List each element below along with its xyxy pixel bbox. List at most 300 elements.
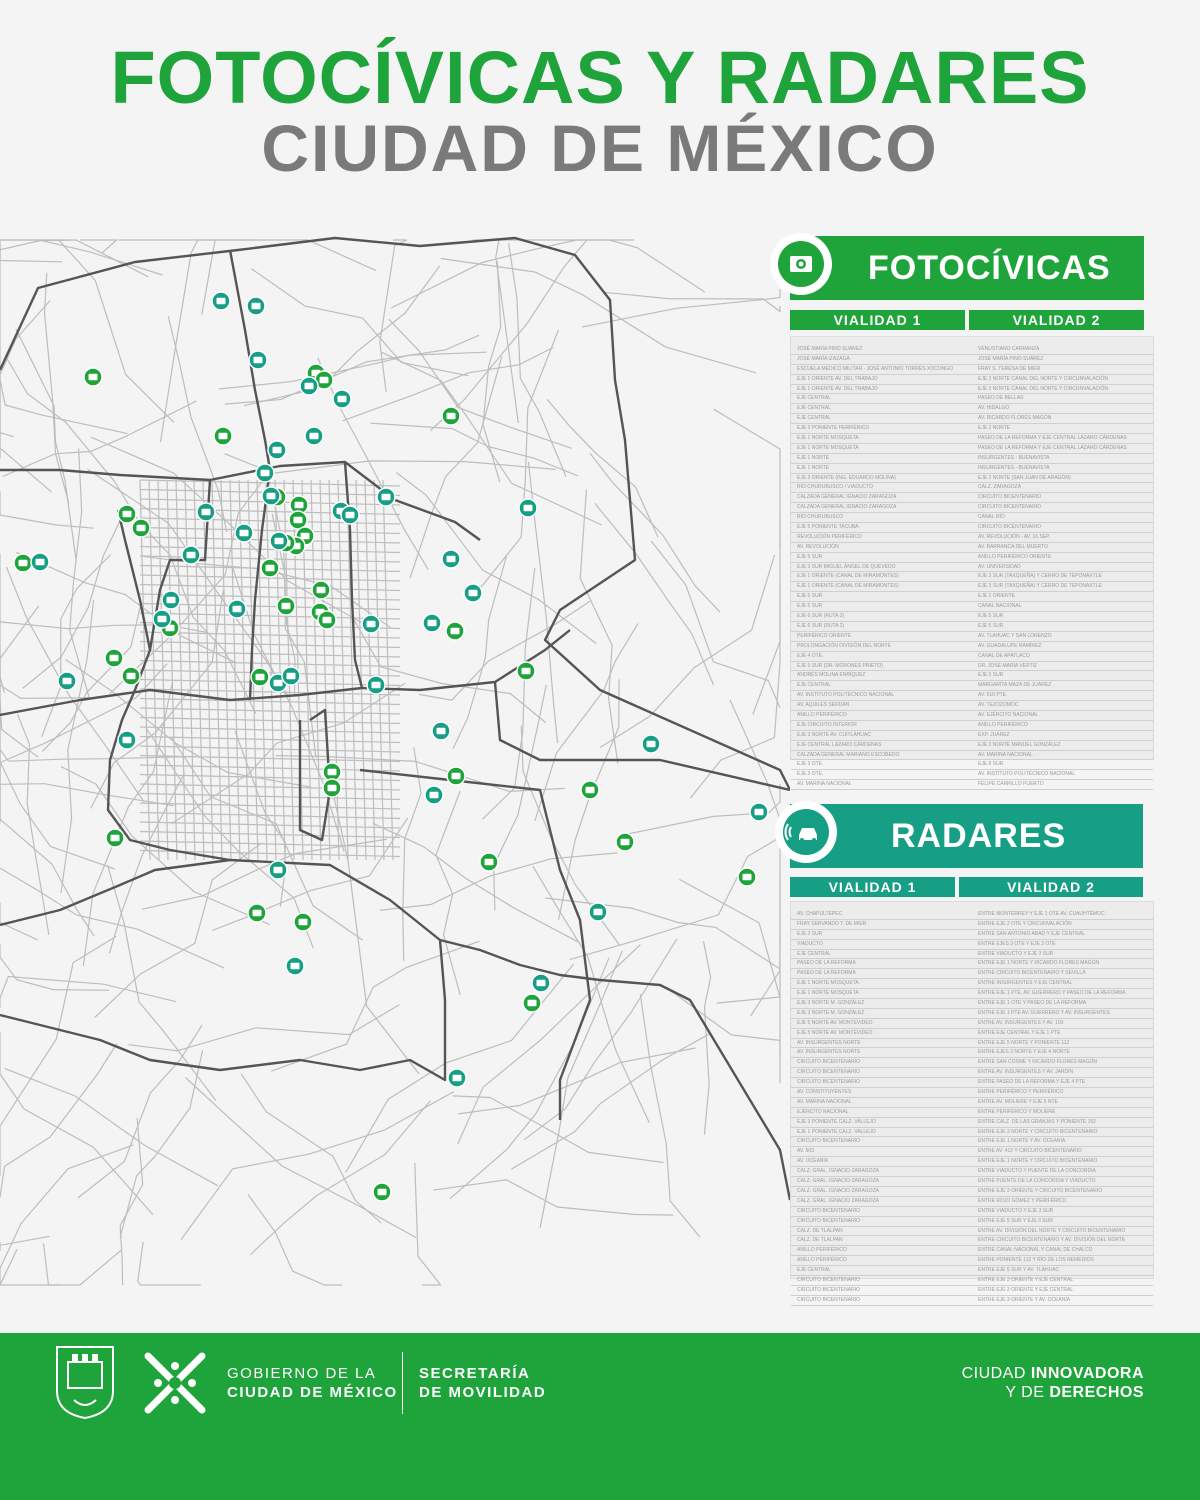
fotocivicas-cell-vialidad2: AV. TLAHUAC Y SAN LORENZO (978, 632, 1052, 639)
radares-row (791, 1187, 1153, 1197)
street (473, 240, 519, 423)
fotocivicas-row (791, 701, 1153, 711)
radar-marker[interactable] (532, 974, 550, 992)
fotocivica-marker[interactable] (523, 994, 541, 1012)
radares-row (791, 1098, 1153, 1108)
fotocivica-marker[interactable] (248, 904, 266, 922)
fotocivicas-cell-vialidad1: RÍO CHURUBUSCO / VIADUCTO (797, 484, 874, 491)
street (415, 1163, 441, 1285)
fotocivicas-cell-vialidad1: EJE 5 PONIENTE TACUBA (797, 524, 859, 531)
main-title: FOTOCÍVICAS Y RADARES (110, 36, 1090, 119)
fotocivicas-row (791, 582, 1153, 592)
fotocivicas-row (791, 721, 1153, 731)
street (365, 480, 375, 860)
fotocivica-marker[interactable] (581, 781, 599, 799)
fotocivica-marker[interactable] (447, 767, 465, 785)
fotocivicas-row (791, 533, 1153, 543)
street (0, 649, 88, 699)
street (0, 240, 52, 492)
secretaria-text (419, 1364, 546, 1402)
fotocivica-marker[interactable] (105, 649, 123, 667)
fotocivicas-row (791, 602, 1153, 612)
fotocivicas-row (791, 355, 1153, 365)
fotocivicas-cell-vialidad2: EJE 2 NORTE CANAL DEL NORTE Y CIRCUNVALACIÓN (978, 385, 1109, 392)
street (533, 866, 650, 1123)
radares-row (791, 1068, 1153, 1078)
fotocivicas-col-headers (790, 310, 1144, 330)
radares-cell-vialidad1: AV. INSURGENTES NORTE (797, 1039, 861, 1046)
radares-row (791, 1177, 1153, 1187)
fotocivicas-cell-vialidad2: AV. INSTITUTO POLITÉCNICO NACIONAL (978, 771, 1076, 778)
fotocivicas-cell-vialidad1: AV. INSTITUTO POLITÉCNICO NACIONAL (797, 692, 895, 699)
radares-row (791, 1128, 1153, 1138)
street (0, 936, 116, 1175)
fotocivicas-row (791, 345, 1153, 355)
map-streets (0, 240, 780, 1285)
slogan-part-c: Y DE (1005, 1384, 1050, 1401)
radar-marker[interactable] (300, 377, 318, 395)
fotocivicas-row (791, 483, 1153, 493)
street (140, 784, 400, 790)
radares-row (791, 1246, 1153, 1256)
radares-cell-vialidad1: CALZ. GRAL. IGNACIO ZARAGOZA (797, 1197, 879, 1204)
fotocivica-marker[interactable] (14, 554, 32, 572)
radares-cell-vialidad1: CALZ. GRAL. IGNACIO ZARAGOZA (797, 1187, 879, 1194)
radares-cell-vialidad2: ENTRE SAN COSME Y RICARDO FLORES MAGÓN (978, 1059, 1098, 1066)
radar-marker[interactable] (367, 676, 385, 694)
street (83, 682, 172, 966)
radar-marker[interactable] (118, 731, 136, 749)
street (140, 813, 400, 819)
street (185, 1078, 416, 1238)
radares-row (791, 1286, 1153, 1296)
fotocivicas-cell-vialidad1: PROLONGACIÓN DIVISIÓN DEL NORTE (797, 642, 891, 649)
radares-cell-vialidad2: ENTRE EJE 3 ORIENTE Y EJE CENTRAL (978, 1276, 1074, 1283)
street (0, 554, 38, 757)
radar-marker[interactable] (268, 441, 286, 459)
fotocivica-marker[interactable] (294, 913, 312, 931)
fotocivicas-cell-vialidad2: FRAY S. TERESA DE MIER (978, 365, 1041, 372)
radares-cell-vialidad1: VIADUCTO (797, 940, 823, 947)
radares-cell-vialidad1: ANILLO PERIFÉRICO (797, 1257, 847, 1264)
street (17, 552, 236, 662)
radar-marker[interactable] (262, 487, 280, 505)
radares-cell-vialidad2: ENTRE MONTERREY Y EJE 1 OTE AV. CUAUHTÉMOC (978, 911, 1105, 917)
fotocivicas-row (791, 394, 1153, 404)
fotocivicas-cell-vialidad2: INSURGENTES - BUENAVISTA (978, 454, 1050, 461)
radares-row (791, 1256, 1153, 1266)
radares-row (791, 1058, 1153, 1068)
radares-col2-header: VIALIDAD 2 (959, 877, 1143, 897)
fotocivicas-cell-vialidad1: ANDRÉS MOLINA ENRÍQUEZ (797, 672, 866, 679)
radar-marker[interactable] (256, 464, 274, 482)
street (704, 941, 711, 1135)
radar-marker[interactable] (377, 488, 395, 506)
fotocivicas-cell-vialidad1: EJE 5 SUR (797, 603, 823, 610)
fotocivicas-cell-vialidad1: CALZADA GENERAL MARIANO ESCOBEDO (797, 751, 900, 758)
radar-marker[interactable] (750, 803, 768, 821)
radares-row (791, 1118, 1153, 1128)
fotocivicas-row (791, 711, 1153, 721)
fotocivicas-row (791, 751, 1153, 761)
radares-row (791, 930, 1153, 940)
fotocivicas-cell-vialidad2: CIRCUITO BICENTENARIO (978, 494, 1041, 501)
south-east-link (360, 770, 590, 1120)
fotocivica-marker[interactable] (214, 427, 232, 445)
fotocivica-marker[interactable] (106, 829, 124, 847)
radares-row (791, 979, 1153, 989)
fotocivicas-cell-vialidad2: EJE 3 NORTE MANUEL GONZÁLEZ (978, 741, 1061, 748)
fotocivicas-cell-vialidad2: INSURGENTES - BUENAVISTA (978, 464, 1050, 471)
fotocivicas-cell-vialidad1: EJE 1 NORTE (797, 464, 830, 471)
radares-cell-vialidad1: CALZ. DE TLALPAN (797, 1237, 843, 1244)
radar-marker[interactable] (162, 591, 180, 609)
radares-cell-vialidad2: ENTRE CALZ. DE LAS GRANJAS Y PONIENTE 152 (978, 1118, 1096, 1125)
fotocivicas-cell-vialidad2: AV. RICARDO FLORES MAGÓN (978, 415, 1052, 422)
radares-cell-vialidad1: CIRCUITO BICENTENARIO (797, 1079, 860, 1086)
street (176, 480, 186, 860)
slogan-part-d: DERECHOS (1049, 1384, 1144, 1401)
street (140, 737, 400, 743)
street (595, 503, 714, 685)
radares-row (791, 989, 1153, 999)
street (109, 773, 184, 954)
fotocivicas-cell-vialidad1: EJE CENTRAL (797, 682, 831, 689)
fotocivicas-cell-vialidad1: EJE 1 ORIENTE AV. DEL TRABAJO (797, 375, 878, 382)
radares-panel (775, 804, 1155, 1303)
fotocivicas-cell-vialidad1: EJE 3 PONIENTE PERIFÉRICO (797, 425, 870, 432)
radar-marker[interactable] (58, 672, 76, 690)
street (140, 528, 400, 534)
radares-title: RADARES (891, 817, 1067, 855)
radares-cell-vialidad1: EJE 5 NORTE AV. MONTEVIDEO (797, 1029, 873, 1036)
radares-cell-vialidad1: EJÉRCITO NACIONAL (797, 1108, 849, 1115)
street (120, 1050, 203, 1237)
fotocivicas-cell-vialidad1: EJE 6 SUR (RUTA 2) (797, 622, 845, 629)
radares-cell-vialidad2: ENTRE ROJO GÓMEZ Y PERIFÉRICO (978, 1197, 1067, 1204)
street (0, 240, 163, 275)
street (580, 489, 618, 763)
southern-border (0, 860, 445, 1080)
street (129, 1005, 400, 1051)
fotocivicas-row (791, 414, 1153, 424)
street (0, 1250, 122, 1285)
fotocivicas-cell-vialidad1: JOSÉ MARÍA PINO SUÁREZ (797, 346, 863, 352)
fotocivicas-cell-vialidad2: CANAL NACIONAL (978, 603, 1022, 610)
fotocivica-marker[interactable] (616, 833, 634, 851)
street (171, 683, 405, 823)
radares-cell-vialidad2: ENTRE CANAL NACIONAL Y CANAL DE CHALCO (978, 1247, 1093, 1254)
fotocivicas-row (791, 474, 1153, 484)
radares-cell-vialidad2: ENTRE EJES 3 NORTE Y EJE 4 NORTE (978, 1049, 1070, 1056)
radares-cell-vialidad2: ENTRE EJE 5 NORTE Y PONIENTE 112 (978, 1039, 1070, 1046)
fotocivicas-cell-vialidad2: DR. JOSÉ MARÍA VERTIZ (978, 662, 1038, 669)
fotocivica-marker[interactable] (261, 559, 279, 577)
fotocivicas-panel (770, 236, 1155, 788)
street (403, 747, 421, 961)
radar-marker[interactable] (333, 390, 351, 408)
fotocivicas-cell-vialidad1: EJE CENTRAL (797, 405, 831, 412)
street (119, 240, 376, 271)
radares-cell-vialidad1: CIRCUITO BICENTENARIO (797, 1286, 860, 1293)
radar-marker[interactable] (212, 292, 230, 310)
radares-row (791, 910, 1153, 920)
street (251, 269, 468, 376)
fotocivicas-row (791, 523, 1153, 533)
fotocivica-marker[interactable] (480, 853, 498, 871)
radares-cell-vialidad2: ENTRE PONIENTE 112 Y RÍO DE LOS REMEDIOS (978, 1257, 1094, 1264)
radares-row (791, 1296, 1153, 1306)
radar-marker[interactable] (442, 550, 460, 568)
radar-marker[interactable] (362, 615, 380, 633)
fotocivica-marker[interactable] (442, 407, 460, 425)
street (0, 1249, 17, 1285)
radares-cell-vialidad1: CIRCUITO BICENTENARIO (797, 1138, 860, 1145)
radares-cell-vialidad1: CIRCUITO BICENTENARIO (797, 1069, 860, 1076)
radares-cell-vialidad1: EJE 1 PONIENTE CALZ. VALLEJO (797, 1128, 876, 1135)
radares-row (791, 950, 1153, 960)
street (590, 453, 720, 612)
radar-marker[interactable] (282, 667, 300, 685)
footer-bar (0, 1333, 1200, 1500)
city-map[interactable] (0, 230, 790, 1290)
fotocivicas-row (791, 454, 1153, 464)
street (18, 714, 49, 935)
radares-row (791, 959, 1153, 969)
radares-cell-vialidad1: EJE 5 NORTE AV. MONTEVIDEO (797, 1019, 873, 1026)
fotocivicas-row (791, 731, 1153, 741)
camera-icon (770, 233, 832, 295)
fotocivicas-row (791, 642, 1153, 652)
radar-marker[interactable] (432, 722, 450, 740)
fotocivicas-cell-vialidad2: AV. 510 PTE. (978, 692, 1008, 699)
slogan-part-a: CIUDAD (961, 1365, 1031, 1382)
fotocivicas-cell-vialidad2: AV. GUADALUPE RAMÍREZ (978, 642, 1042, 649)
secretaria-line1: SECRETARÍA (419, 1365, 531, 1382)
street (140, 794, 400, 800)
gobierno-text (227, 1364, 398, 1402)
street (212, 480, 222, 860)
radares-header (790, 804, 1143, 868)
radar-marker[interactable] (153, 610, 171, 628)
footer-divider (402, 1352, 403, 1414)
street (410, 357, 502, 579)
radares-row (791, 999, 1153, 1009)
secretaria-line2: DE MOVILIDAD (419, 1384, 547, 1401)
street (338, 480, 348, 860)
fotocivicas-cell-vialidad2: ANILLO PERIFÉRICO ORIENTE (978, 553, 1052, 560)
radar-marker[interactable] (235, 524, 253, 542)
radares-row (791, 1197, 1153, 1207)
fotocivica-marker[interactable] (118, 505, 136, 523)
fotocivicas-cell-vialidad2: EJE 3 SUR (TAXQUEÑA) Y CERRO DE TEPONAXTLE (978, 583, 1102, 590)
street (0, 1032, 153, 1215)
fotocivicas-cell-vialidad1: EJE CENTRAL (797, 415, 831, 422)
radar-marker[interactable] (182, 546, 200, 564)
radares-row (791, 1009, 1153, 1019)
radar-marker[interactable] (448, 1069, 466, 1087)
radares-cell-vialidad2: ENTRE EJE 2 OTE Y CIRCUNVALACIÓN (978, 920, 1072, 927)
radares-cell-vialidad1: AV. MARINA NACIONAL (797, 1098, 852, 1105)
street (140, 509, 400, 515)
radar-marker[interactable] (270, 532, 288, 550)
street (0, 1145, 133, 1285)
fotocivicas-cell-vialidad1: RÍO CHURUBUSCO (797, 514, 844, 521)
fotocivica-marker[interactable] (251, 668, 269, 686)
radar-marker[interactable] (519, 499, 537, 517)
radar-marker[interactable] (642, 735, 660, 753)
radares-cell-vialidad2: ENTRE EJE 5 SUR Y EJE 3 SUR (978, 1217, 1053, 1224)
radar-marker[interactable] (228, 600, 246, 618)
fotocivica-marker[interactable] (122, 667, 140, 685)
radar-marker[interactable] (286, 957, 304, 975)
radares-row (791, 920, 1153, 930)
radares-cell-vialidad1: EJE 3 NORTE M. GONZÁLEZ (797, 1000, 865, 1007)
fotocivicas-cell-vialidad1: ESCUELA MÉDICO MILITAR - JOSÉ ANTONIO TORRES XOCONGO (797, 365, 954, 372)
radar-marker[interactable] (464, 584, 482, 602)
radares-cell-vialidad2: ENTRE CIRCUITO BICENTENARIO Y AV. DIVISIÓN DEL NORTE (978, 1237, 1126, 1244)
fotocivicas-cell-vialidad2: AV. HIDALGO (978, 405, 1010, 412)
radares-cell-vialidad1: AV. CHAPULTEPEC (797, 911, 843, 917)
gobierno-line2: CIUDAD DE MÉXICO (227, 1384, 398, 1401)
radares-row (791, 1137, 1153, 1147)
fotocivicas-cell-vialidad2: AV. TEZOZOMOC (978, 702, 1019, 709)
fotocivicas-cell-vialidad1: AV. REVOLUCIÓN (797, 543, 839, 550)
radares-row (791, 1227, 1153, 1237)
fotocivica-marker[interactable] (84, 368, 102, 386)
fotocivicas-row (791, 493, 1153, 503)
fotocivica-marker[interactable] (277, 597, 295, 615)
fotocivicas-cell-vialidad1: EJE CENTRAL (797, 395, 831, 402)
fotocivicas-cell-vialidad1: EJE 1 ORIENTE (CANAL DE MIRAMONTES) (797, 573, 899, 580)
fotocivicas-cell-vialidad1: EJE 1 NORTE MOSQUETA (797, 435, 859, 442)
radares-cell-vialidad1: AV. CONSTITUYENTES (797, 1089, 852, 1096)
radares-table (790, 901, 1154, 1303)
fotocivicas-row (791, 563, 1153, 573)
fotocivicas-row (791, 503, 1153, 513)
radares-cell-vialidad1: CIRCUITO BICENTENARIO (797, 1296, 860, 1303)
south-border-east (440, 940, 790, 1200)
radares-row (791, 1019, 1153, 1029)
fotocivica-marker[interactable] (323, 779, 341, 797)
fotocivicas-cell-vialidad2: AV. REVOLUCIÓN - AV. 16 SEP. (978, 533, 1051, 540)
fotocivicas-row (791, 404, 1153, 414)
radares-cell-vialidad2: ENTRE PERIFÉRICO Y MOLIERE (978, 1108, 1056, 1115)
fotocivicas-cell-vialidad1: AV. AQUILES SERDÁN (797, 702, 850, 709)
street (138, 1242, 201, 1285)
street (146, 728, 314, 949)
radares-cell-vialidad1: PASEO DE LA REFORMA (797, 970, 856, 977)
radares-cell-vialidad2: ENTRE AV. DIVISIÓN DEL NORTE Y CIRCUITO BICENTENARIO (978, 1227, 1126, 1234)
radar-marker[interactable] (197, 503, 215, 521)
fotocivicas-row (791, 662, 1153, 672)
main-subtitle: CIUDAD DE MÉXICO (261, 111, 939, 185)
fotocivicas-cell-vialidad1: PERIFÉRICO ORIENTE (797, 632, 852, 639)
radar-marker[interactable] (305, 427, 323, 445)
fotocivica-marker[interactable] (132, 519, 150, 537)
radares-cell-vialidad1: EJE 3 NORTE M. GONZÁLEZ (797, 1009, 865, 1016)
radares-cell-vialidad1: CIRCUITO BICENTENARIO (797, 1276, 860, 1283)
street (251, 1101, 431, 1255)
fotocivica-marker[interactable] (318, 611, 336, 629)
fotocivicas-row (791, 741, 1153, 751)
radar-marker[interactable] (425, 786, 443, 804)
radares-cell-vialidad2: ENTRE AV. INSURGENTES Y AV. 100 (978, 1019, 1064, 1026)
fotocivicas-cell-vialidad2: CANAL RÍO (978, 514, 1005, 521)
fotocivica-marker[interactable] (373, 1183, 391, 1201)
fotocivicas-row (791, 572, 1153, 582)
radar-marker[interactable] (247, 297, 265, 315)
radares-row (791, 1048, 1153, 1058)
fotocivicas-cell-vialidad1: EJE 3 NORTE AV. CUITLÁHUAC (797, 731, 871, 738)
radares-cell-vialidad1: CALZ. DE TLALPAN (797, 1227, 843, 1234)
street (380, 240, 407, 392)
street (717, 937, 780, 1003)
radares-col-headers (790, 877, 1143, 897)
radares-cell-vialidad2: ENTRE AV. MOLIERE Y EJE 5 NTE (978, 1098, 1058, 1105)
radar-marker[interactable] (269, 861, 287, 879)
fotocivica-marker[interactable] (517, 662, 535, 680)
fotocivicas-cell-vialidad1: AV. MARINA NACIONAL (797, 781, 852, 788)
radar-car-icon (775, 801, 837, 863)
radares-cell-vialidad2: ENTRE EJE 1 NORTE Y CIRCUITO BICENTENARIO (978, 1158, 1098, 1165)
street (140, 708, 400, 714)
radar-marker[interactable] (249, 351, 267, 369)
street (381, 352, 602, 525)
street (0, 410, 14, 437)
radares-cell-vialidad2: ENTRE EJE 1 NORTE Y RICARDO FLORES MAGÓN (978, 960, 1100, 967)
radares-cell-vialidad2: ENTRE EJE CENTRAL Y EJE 1 PTE (978, 1029, 1061, 1036)
radares-cell-vialidad2: ENTRE AV. INSURGENTES Y AV. JARDÍN (978, 1069, 1074, 1076)
fotocivicas-cell-vialidad1: EJE 6 SUR (RUTA 2) (797, 613, 845, 620)
street (540, 951, 622, 1228)
street (441, 259, 756, 373)
fotocivicas-cell-vialidad2: ANILLO PERIFÉRICO (978, 721, 1028, 728)
street (651, 541, 780, 708)
street (0, 707, 115, 869)
fotocivicas-cell-vialidad2: EJE 5 SUR (978, 622, 1004, 629)
gobierno-line1: GOBIERNO DE LA (227, 1365, 377, 1382)
radares-cell-vialidad1: EJE CENTRAL (797, 1267, 831, 1274)
fotocivicas-cell-vialidad1: EJE 5 SUR (DR. MORONES PRIETO) (797, 662, 883, 669)
street (140, 718, 400, 724)
radares-cell-vialidad2: ENTRE EJE 5 SUR Y AV. TLÁHUAC (978, 1267, 1060, 1274)
street (640, 994, 700, 1237)
fotocivicas-cell-vialidad1: EJE 3 OTE. (797, 771, 824, 778)
radares-cell-vialidad1: EJE 3 SUR (797, 930, 823, 937)
fotocivicas-cell-vialidad1: EJE CENTRAL LÁZARO CÁRDENAS (797, 741, 882, 748)
fotocivicas-cell-vialidad2: PASEO DE LA REFORMA Y EJE CENTRAL LÁZARO CÁRDENAS (978, 435, 1127, 442)
radares-cell-vialidad1: CALZ. GRAL. IGNACIO ZARAGOZA (797, 1168, 879, 1175)
fotocivica-marker[interactable] (446, 622, 464, 640)
fotocivicas-cell-vialidad1: CALZADA GENERAL IGNACIO ZARAGOZA (797, 494, 897, 501)
street (494, 685, 547, 910)
fotocivicas-cell-vialidad2: EJE 2 NORTE (SAN JUAN DE ARAGÓN) (978, 474, 1071, 481)
fotocivica-marker[interactable] (312, 581, 330, 599)
radar-marker[interactable] (341, 506, 359, 524)
fotocivicas-row (791, 543, 1153, 553)
radares-row (791, 1207, 1153, 1217)
radar-marker[interactable] (589, 903, 607, 921)
radar-marker[interactable] (31, 553, 49, 571)
street (140, 803, 400, 809)
fotocivicas-row (791, 612, 1153, 622)
radares-cell-vialidad2: ENTRE EJE 1 OTE Y PASEO DE LA REFORMA (978, 1000, 1087, 1007)
radar-marker[interactable] (423, 614, 441, 632)
fotocivica-marker[interactable] (738, 868, 756, 886)
fotocivicas-col1-header: VIALIDAD 1 (790, 310, 965, 330)
fotocivicas-table (790, 336, 1154, 788)
